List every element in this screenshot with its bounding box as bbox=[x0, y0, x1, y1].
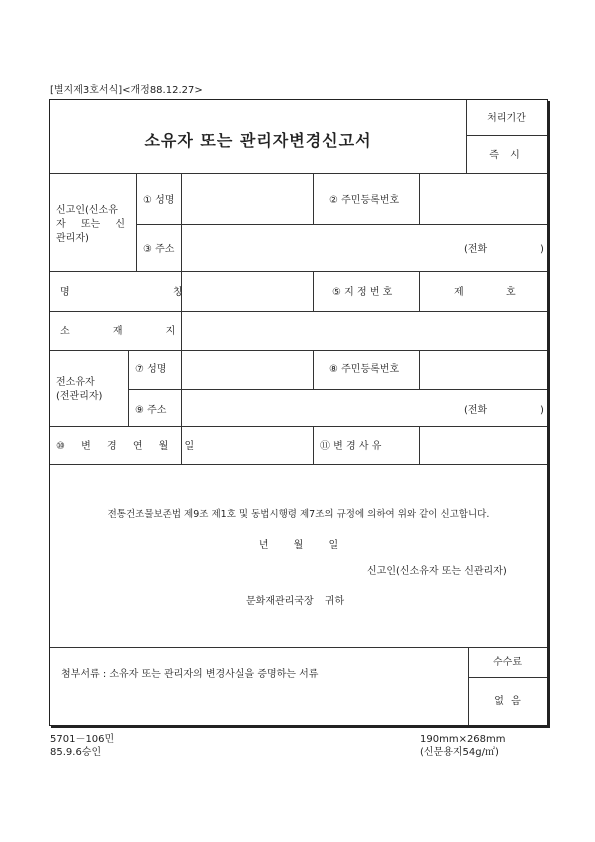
attachment-text: 첨부서류 : 소유자 또는 관리자의 변경사실을 증명하는 서류 bbox=[61, 669, 319, 680]
declaration-text: 전통건조물보존법 제9조 제1호 및 동법시행령 제7조의 규정에 의하여 위와 같이 신고합니다. bbox=[107, 509, 490, 520]
location-field[interactable] bbox=[182, 312, 546, 349]
form-code-line1: 5701－106민 bbox=[50, 734, 115, 745]
signer-line: 신고인(신소유자 또는 신관리자) bbox=[367, 566, 507, 577]
prev-owner-label-line1: 전소유자 bbox=[56, 377, 95, 388]
reporter-label-line1: 신고인(신소유 bbox=[56, 205, 118, 216]
address-label-2: ⑨ 주소 bbox=[135, 405, 167, 416]
reporter-label-line2: 자 또는 신 bbox=[56, 219, 125, 230]
address-field-2[interactable] bbox=[182, 390, 462, 425]
phone-close-1: ) bbox=[540, 244, 544, 255]
change-reason-field[interactable] bbox=[420, 427, 546, 463]
name-label-2: ⑦ 성명 bbox=[135, 364, 167, 375]
resident-no-field-2[interactable] bbox=[420, 351, 546, 388]
date-line: 년 월 일 bbox=[258, 540, 339, 551]
change-date-field[interactable] bbox=[182, 427, 312, 463]
reporter-label-line3: 관리자) bbox=[56, 233, 89, 244]
paper-size-line1: 190mm×268mm bbox=[420, 734, 506, 745]
change-reason-label: ⑪ 변 경 사 유 bbox=[320, 441, 382, 452]
paper-size-line2: (신문용지54g/㎡) bbox=[420, 747, 499, 758]
change-date-label: ⑩ 변 경 연 월 일 bbox=[56, 441, 195, 452]
designation-name-field[interactable] bbox=[182, 272, 312, 310]
processing-period-value: 즉 시 bbox=[489, 150, 524, 161]
designation-no-label: ⑤ 지 정 번 호 bbox=[332, 287, 393, 298]
processing-period-label: 처리기간 bbox=[487, 113, 526, 124]
prev-owner-label-line2: (전관리자) bbox=[56, 391, 103, 402]
location-label: 소 재 지 bbox=[60, 326, 176, 337]
form-title: 소유자 또는 관리자변경신고서 bbox=[144, 131, 372, 150]
phone-close-2: ) bbox=[540, 405, 544, 416]
fee-label: 수수료 bbox=[493, 657, 522, 668]
resident-no-label-1: ② 주민등록번호 bbox=[329, 195, 400, 206]
address-label-1: ③ 주소 bbox=[143, 244, 175, 255]
resident-no-field-1[interactable] bbox=[420, 174, 546, 223]
phone-label-2: (전화 bbox=[464, 405, 488, 416]
designation-name-label: 명 칭 bbox=[60, 287, 183, 298]
report-form bbox=[49, 99, 548, 726]
address-field-1[interactable] bbox=[182, 225, 462, 270]
name-field-2[interactable] bbox=[182, 351, 312, 388]
fee-value: 없 음 bbox=[494, 696, 521, 707]
designation-no-prefix: 제 bbox=[454, 287, 464, 298]
designation-no-field[interactable] bbox=[464, 272, 504, 310]
form-reference: [별지제3호서식]<개정88.12.27> bbox=[50, 85, 203, 96]
name-label-1: ① 성명 bbox=[143, 195, 175, 206]
form-code-line2: 85.9.6승인 bbox=[50, 747, 102, 758]
resident-no-label-2: ⑧ 주민등록번호 bbox=[329, 364, 400, 375]
name-field-1[interactable] bbox=[182, 174, 312, 223]
addressee: 문화재관리국장 귀하 bbox=[246, 596, 345, 607]
designation-no-suffix: 호 bbox=[506, 287, 516, 298]
phone-label-1: (전화 bbox=[464, 244, 488, 255]
